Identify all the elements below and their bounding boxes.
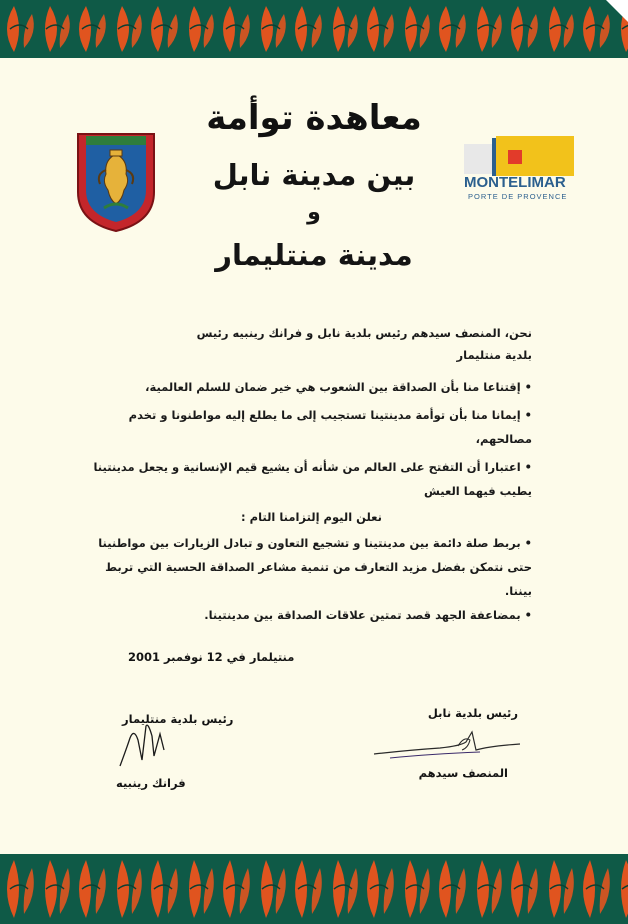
- leaf-motif: [439, 860, 466, 918]
- leaf-motif: [439, 6, 466, 52]
- body-line-10: حتى نتمكن بفضل مزيد التعارف من تنمية مشاعر الصداقة الحسية التي تربط: [105, 560, 532, 574]
- montelimar-mayor-signature: [112, 720, 172, 772]
- montelimar-mayor-title: رئيس بلدية منتليمار: [122, 712, 234, 726]
- body-line-12: • بمضاعفة الجهد قصد تمتين علاقات الصداقة بين مدينتينا.: [204, 608, 532, 622]
- leaf-motif: [117, 860, 142, 918]
- leaf-motif: [295, 6, 322, 52]
- leaf-motif: [549, 6, 574, 52]
- leaf-motif: [261, 6, 286, 52]
- body-line-7: يطيب فيهما العيش: [424, 484, 532, 498]
- document-title: معاهدة توأمة: [206, 98, 422, 138]
- body-line-5: مصالحهم،: [475, 432, 532, 446]
- signing-date: منتيلمار في 12 نوفمبر 2001: [128, 650, 295, 664]
- montelimar-tagline: PORTE DE PROVENCE: [468, 192, 568, 201]
- leaf-motif: [477, 6, 502, 52]
- conjunction-and: و: [307, 200, 321, 225]
- body-line-8: نعلن اليوم إلتزامنا التام :: [241, 510, 382, 524]
- first-city-line: بين مدينة نابل: [212, 158, 416, 192]
- second-city-line: مدينة منتليمار: [215, 238, 413, 272]
- leaf-motif: [7, 6, 34, 52]
- leaf-motif: [7, 860, 34, 918]
- top-leaf-pattern: [0, 0, 628, 58]
- leaf-motif: [367, 860, 394, 918]
- bottom-leaf-pattern: [0, 854, 628, 924]
- leaf-motif: [405, 6, 430, 52]
- body-line-6: • اعتبارا أن التفتح على العالم من شأنه أن يشيع قيم الإنسانية و يجعل مدينتينا: [93, 460, 532, 474]
- body-line-11: بيننا.: [504, 584, 532, 598]
- nabeul-mayor-name: المنصف سيدهم: [418, 766, 508, 780]
- leaf-motif: [333, 6, 358, 52]
- leaf-motif: [333, 860, 358, 918]
- montelimar-name: MONTELIMAR: [464, 174, 566, 191]
- montelimar-mayor-name: فرانك رينبيه: [116, 776, 186, 790]
- leaf-motif: [295, 860, 322, 918]
- leaf-motif: [261, 860, 286, 918]
- body-line-2: بلدية منتليمار: [456, 348, 532, 362]
- leaf-motif: [189, 860, 214, 918]
- leaf-motif: [151, 6, 178, 52]
- treaty-body: [62, 326, 532, 656]
- leaf-motif: [223, 6, 250, 52]
- leaf-motif: [79, 860, 106, 918]
- leaf-motif: [189, 6, 214, 52]
- page-corner: [606, 0, 628, 22]
- leaf-motif: [367, 6, 394, 52]
- leaf-motif: [621, 860, 628, 918]
- leaf-motif: [511, 6, 538, 52]
- leaf-motif: [511, 860, 538, 918]
- leaf-motif: [477, 860, 502, 918]
- leaf-motif: [79, 6, 106, 52]
- leaf-motif: [223, 860, 250, 918]
- leaf-motif: [117, 6, 142, 52]
- leaf-motif: [405, 860, 430, 918]
- body-line-4: • إيمانا منا بأن توأمة مدينتينا تستجيب إلى ما يطلع إليه مواطنونا و تخدم: [128, 408, 532, 422]
- leaf-motif: [151, 860, 178, 918]
- leaf-motif: [549, 860, 574, 918]
- body-line-9: • بربط صلة دائمة بين مدينتينا و تشجيع التعاون و تبادل الزيارات بين مواطنينا: [98, 536, 532, 550]
- leaf-motif: [583, 860, 610, 918]
- nabeul-mayor-title: رئيس بلدية نابل: [427, 706, 518, 720]
- body-line-3: • إقتناعا منا بأن الصداقة بين الشعوب هي خير ضمان للسلم العالمية،: [145, 380, 532, 394]
- leaf-motif: [45, 860, 70, 918]
- top-decorative-border: [0, 0, 628, 58]
- nabeul-mayor-signature: [370, 724, 530, 764]
- bottom-decorative-border: [0, 854, 628, 924]
- body-line-1: نحن، المنصف سيدهم رئيس بلدية نابل و فرانك رينبيه رئيس: [196, 326, 532, 340]
- leaf-motif: [45, 6, 70, 52]
